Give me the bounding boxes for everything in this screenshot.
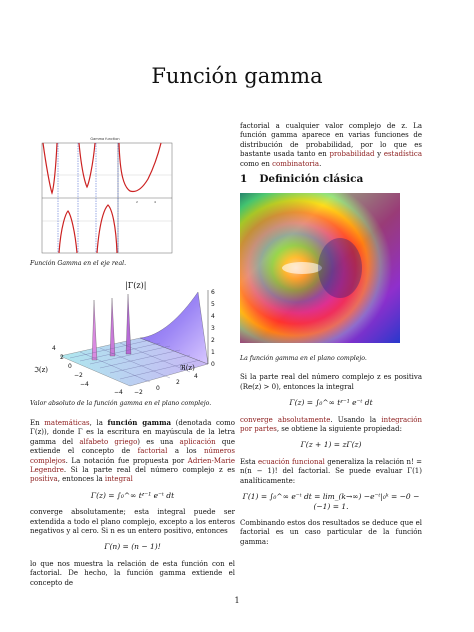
parts-paragraph: converge absolutamente. Usando la integración por partes, se obtiene la siguiente propiedad: [240, 415, 423, 434]
z-tick: 1 [211, 349, 215, 356]
link-integracion-por-partes[interactable]: integración por partes [240, 415, 423, 434]
re-axis-label: ℜ(z) [180, 364, 195, 372]
link-numeros-complejos[interactable]: números complejos [30, 447, 235, 465]
equation-definition: Γ(z) = ∫₀^∞ tᶻ⁻¹ e⁻ᵗ dt [289, 398, 373, 408]
re-tick: 4 [194, 373, 198, 380]
gamma-abs-3d-plot [30, 278, 235, 398]
link-matematicas[interactable]: matemáticas [44, 419, 90, 427]
re-tick: 0 [156, 385, 160, 392]
link-ecuacion-funcional[interactable]: ecuación funcional [258, 457, 325, 466]
z-tick: 4 [211, 313, 215, 320]
z-tick: 0 [211, 361, 215, 368]
link-probabilidad[interactable]: probabilidad [329, 150, 375, 159]
fig3-caption: La función gamma en el plano complejo. [240, 355, 367, 363]
z-axis-label: |Γ(z)| [125, 281, 147, 290]
functional-paragraph: Esta ecuación funcional generaliza la relación n! = n(n − 1)! del factorial. Se puede evaluar Γ(1) analíticamente: [240, 457, 422, 485]
re-tick: −2 [134, 389, 143, 396]
continuation-paragraph: factorial a cualquier valor complejo de z. La función gamma aparece en varias funciones de distribución de probabilidad, por lo que es bastante usada tanto en probabilidad y estadística como en combinatoria. [240, 122, 422, 168]
relation-paragraph: lo que nos muestra la relación de esta función con el factorial. De hecho, la función gamma extiende el concepto de [30, 559, 235, 587]
link-aplicacion[interactable]: aplicación [179, 437, 216, 446]
equation-gamma-one: Γ(1) = ∫₀^∞ e⁻ᵗ dt = lim_(k→∞) −e⁻ᵗ|₀ᵏ = −0 − (−1) = 1. [242, 492, 420, 511]
link-alfabeto-griego[interactable]: alfabeto griego [79, 437, 138, 446]
x-tick-4: 4 [154, 200, 156, 204]
right-column [240, 122, 422, 553]
link-combinatoria[interactable]: combinatoria [272, 159, 320, 168]
gamma-real-plot [30, 135, 235, 258]
im-tick: 0 [68, 363, 72, 370]
link-factorial[interactable]: factorial [137, 447, 168, 456]
im-tick: −4 [80, 381, 89, 388]
section-title: Definición clásica [259, 173, 364, 186]
link-estadistica[interactable]: estadística [383, 150, 422, 159]
im-tick: 2 [60, 354, 64, 361]
z-tick: 3 [211, 325, 215, 332]
im-tick: 4 [52, 345, 56, 352]
link-converge-absolutamente[interactable]: converge absolutamente [240, 415, 331, 424]
page-number: 1 [234, 596, 240, 605]
combination-paragraph: Combinando estos dos resultados se deduce que el factorial es un caso particular de la función gamma: [240, 518, 422, 546]
im-axis-label: ℑ(z) [34, 366, 49, 374]
link-positiva[interactable]: positiva [30, 475, 58, 484]
fig1-caption: Función Gamma en el eje real. [30, 260, 127, 267]
link-legendre[interactable]: Adrien-Marie Legendre [30, 456, 235, 475]
link-integral[interactable]: integral [104, 475, 133, 484]
x-tick-2: 2 [136, 200, 138, 204]
im-tick: −2 [74, 372, 83, 379]
equation-gamma-factorial: Γ(n) = (n − 1)! [104, 542, 161, 552]
complex-plane-plot [240, 193, 422, 353]
section-heading [240, 175, 422, 184]
convergence-paragraph: converge absolutamente; esta integral puede ser extendida a todo el plano complejo, excepto a los enteros negativos y al cero. Si n es un entero positivo, entonces [30, 508, 235, 536]
z-tick: 2 [211, 337, 215, 344]
re-tick: −4 [114, 389, 123, 396]
fig2-caption: Valor absoluto de la función gamma en el plano complejo. [30, 400, 212, 407]
re-tick: 2 [176, 379, 180, 386]
equation-functional: Γ(z + 1) = zΓ(z) [300, 440, 362, 450]
intro-paragraph: En matemáticas, la función gamma (denotada como Γ(z)), donde Γ es la escritura en mayúscula de la letra gamma del alfabeto griego) es una aplicación que extiende el concepto de factorial a los números complejos. La notación fue propuesta por Adrien-Marie Legendre. Si la parte real del número complejo z es positiva, entonces la integral [30, 418, 235, 484]
z-tick: 6 [211, 289, 215, 296]
left-column [30, 135, 235, 594]
z-tick: 5 [211, 301, 215, 308]
definition-paragraph: Si la parte real del número complejo z es positiva (Re(z) > 0), entonces la integral [240, 373, 422, 391]
page-title: Función gamma [151, 64, 323, 88]
section-number: 1 [240, 173, 248, 186]
plot-title: Gamma function [90, 137, 120, 141]
equation-gamma-integral: Γ(z) = ∫₀^∞ tᶻ⁻¹ e⁻ᵗ dt [90, 490, 175, 500]
